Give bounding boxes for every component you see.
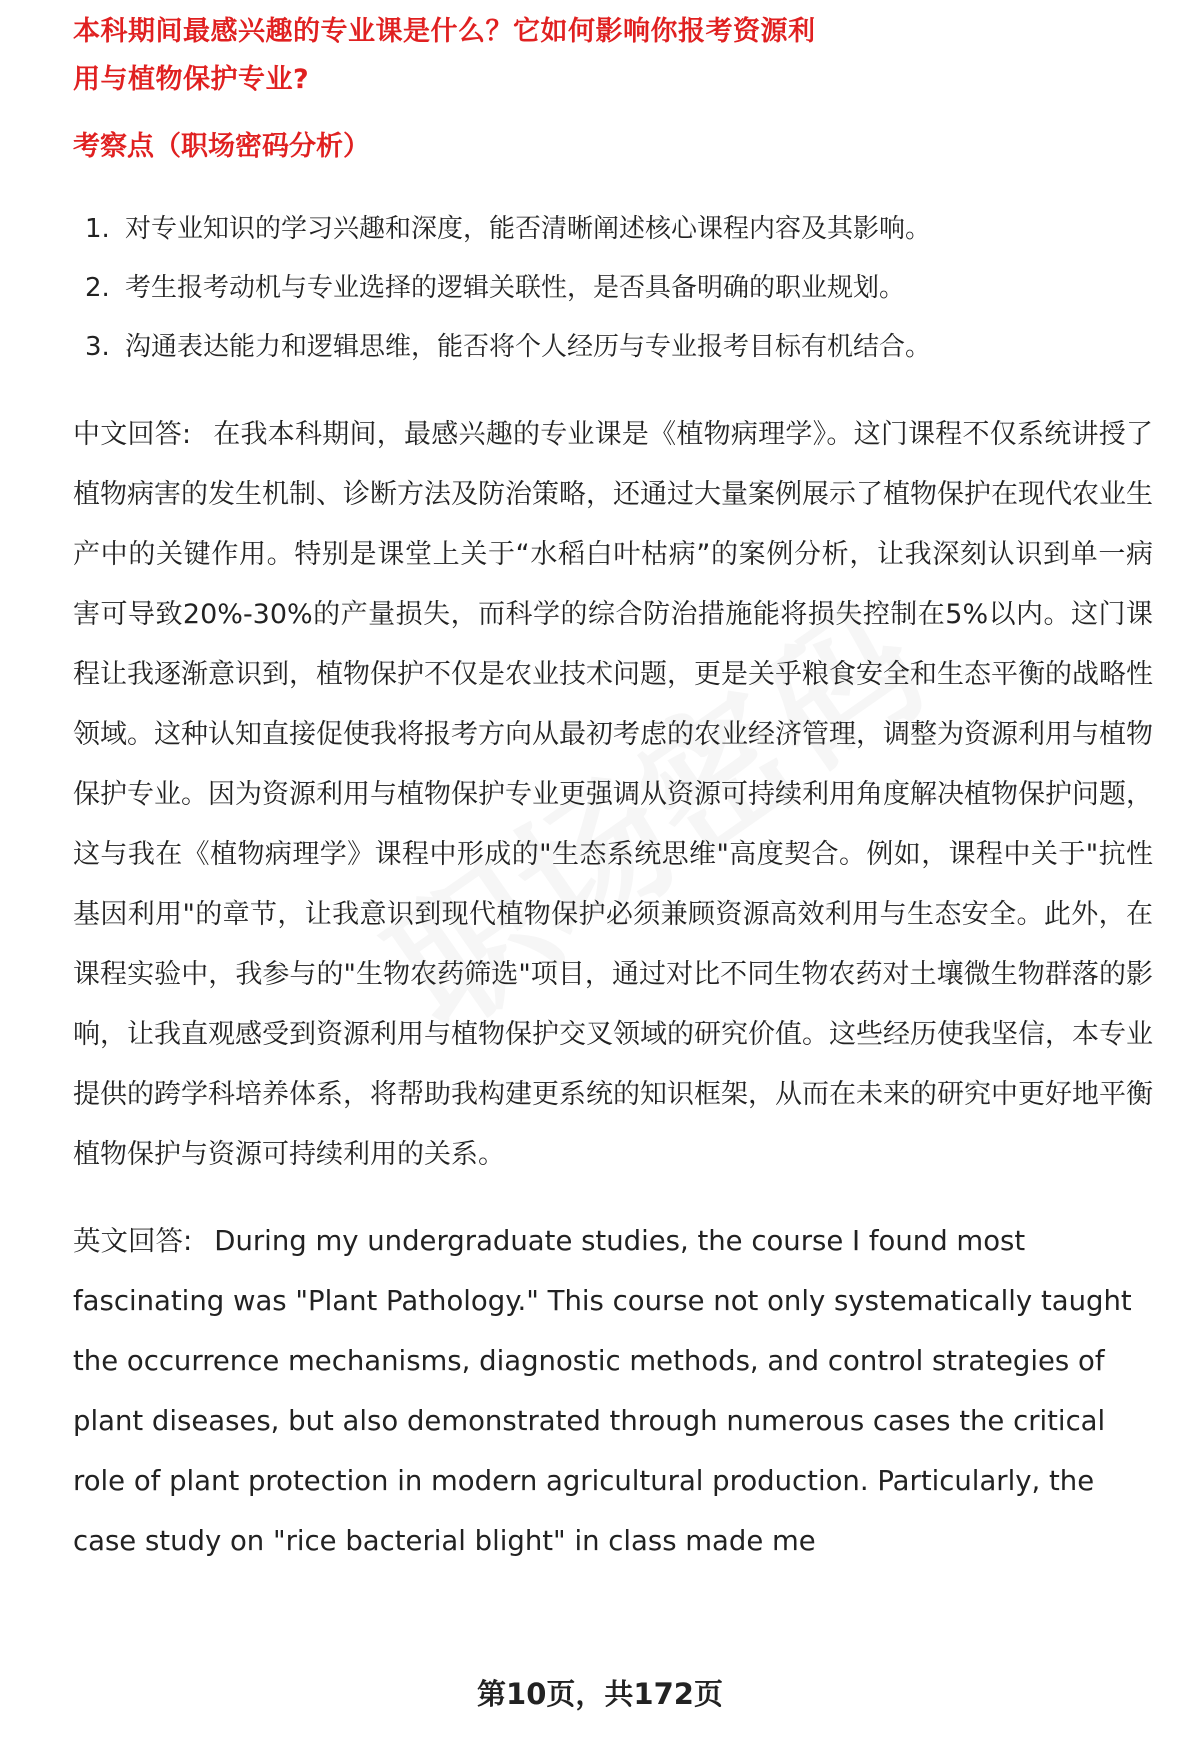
list-item <box>73 318 1153 377</box>
answer-english-label: 英文回答: <box>73 1225 193 1257</box>
question-heading <box>73 16 1153 103</box>
answer-english-text: During my undergraduate studies, the course I found most fascinating was "Plant Pathology." This course not only systematically taught the occurrence mechanisms, diagnostic methods, and control strategies of plant diseases, but also demonstrated through numerous cases the critical role of plant protection in modern agricultural production. Particularly, the case study on "rice bacterial blight" in class made me <box>73 1225 1132 1557</box>
list-text: 沟通表达能力和逻辑思维，能否将个人经历与专业报考目标有机结合。 <box>125 332 932 362</box>
answer-chinese-text: 在我本科期间，最感兴趣的专业课是《植物病理学》。这门课程不仅系统讲授了植物病害的发生机制、诊断方法及防治策略，还通过大量案例展示了植物保护在现代农业生产中的关键作用。特别是课堂上关于“水稻白叶枯病”的案例分析，让我深刻认识到单一病害可导致20%-30%的产量损失，而科学的综合防治措施能将损失控制在5%以内。这门课程让我逐渐意识到，植物保护不仅是农业技术问题，更是关乎粮食安全和生态平衡的战略性领域。这种认知直接促使我将报考方向从最初考虑的农业经济管理，调整为资源利用与植物保护专业。因为资源利用与植物保护专业更强调从资源可持续利用角度解决植物保护问题，这与我在《植物病理学》课程中形成的"生态系统思维"高度契合。例如，课程中关于"抗性基因利用"的章节，让我意识到现代植物保护必须兼顾资源高效利用与生态安全。此外，在课程实验中，我参与的"生物农药筛选"项目，通过对比不同生物农药对土壤微生物群落的影响，让我直观感受到资源利用与植物保护交叉领域的研究价值。这些经历使我坚信，本专业提供的跨学科培养体系，将帮助我构建更系统的知识框架，从而在未来的研究中更好地平衡植物保护与资源可持续利用的关系。 <box>73 419 1153 1170</box>
list-number: 2. <box>85 273 110 303</box>
list-text: 对专业知识的学习兴趣和深度，能否清晰阐述核心课程内容及其影响。 <box>125 214 932 244</box>
answer-chinese-label: 中文回答: <box>73 419 192 450</box>
page-footer: 第10页，共172页 <box>477 1677 723 1711</box>
answer-chinese <box>73 405 1153 1185</box>
list-number: 1. <box>85 214 110 244</box>
question-line-cut: 本科期间最感兴趣的专业课是什么？它如何影响你报考资源利 <box>73 16 816 47</box>
points-list <box>73 200 1153 377</box>
list-number: 3. <box>85 332 110 362</box>
list-text: 考生报考动机与专业选择的逻辑关联性，是否具备明确的职业规划。 <box>125 273 906 303</box>
question-line: 用与植物保护专业? <box>73 64 310 95</box>
document-page <box>73 0 1153 1571</box>
list-item <box>73 259 1153 318</box>
list-item <box>73 200 1153 259</box>
answer-english <box>73 1211 1153 1571</box>
section-title: 考察点（职场密码分析） <box>73 131 370 162</box>
